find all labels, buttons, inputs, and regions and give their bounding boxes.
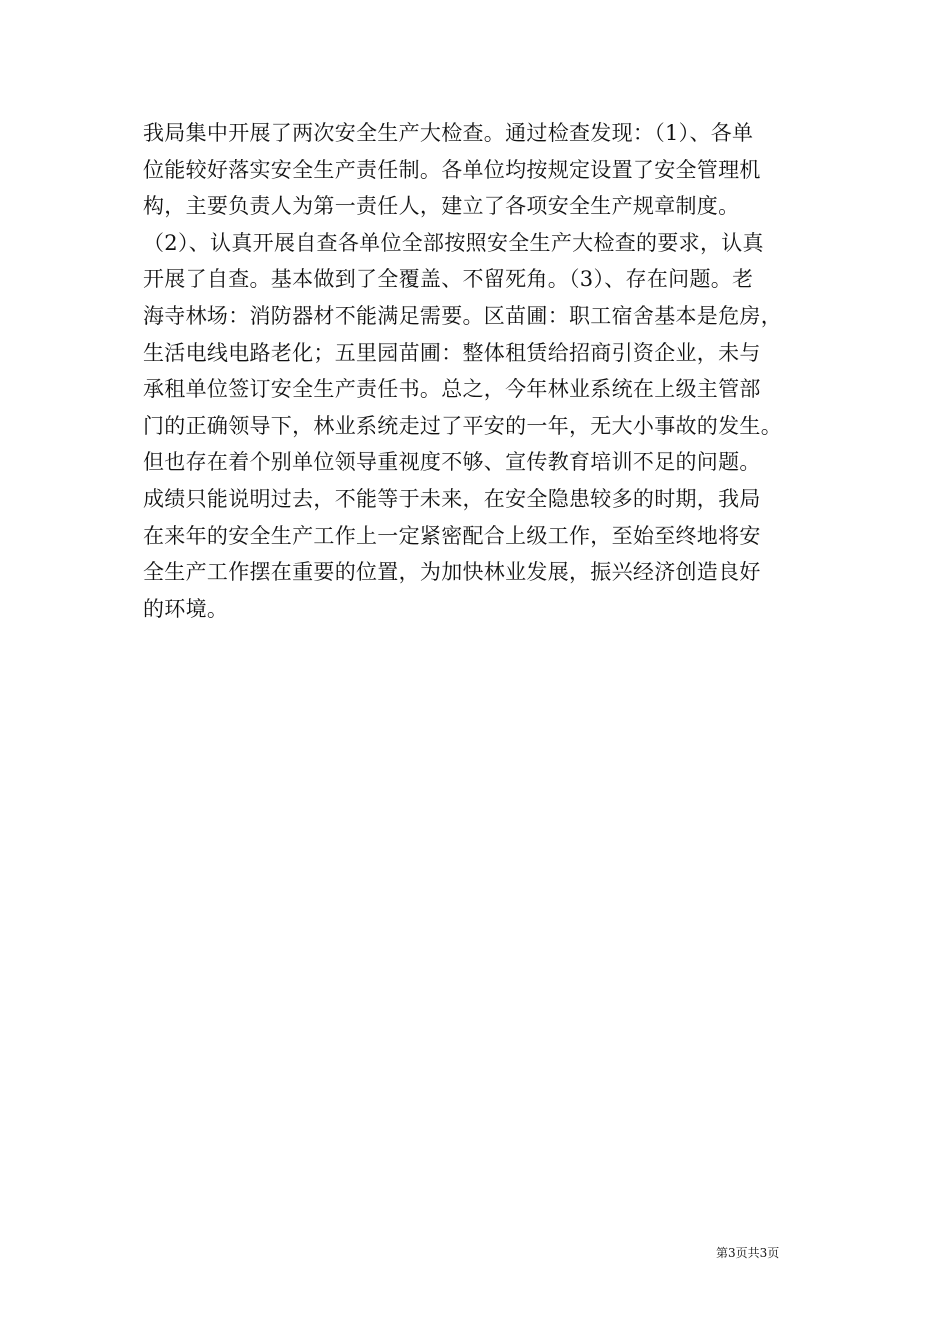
text-line: 全生产工作摆在重要的位置，为加快林业发展，振兴经济创造良好 [143,560,761,585]
page-number-footer: 第3页共3页 [716,1246,780,1260]
text-line: 我局集中开展了两次安全生产大检查。通过检查发现：（1）、各单 [143,121,754,145]
text-line: 但也存在着个别单位领导重视度不够、宣传教育培训不足的问题。 [143,450,761,475]
text-line: 构，主要负责人为第一责任人，建立了各项安全生产规章制度。 [143,194,740,219]
text-line: 海寺林场：消防器材不能满足需要。区苗圃：职工宿舍基本是危房， [143,303,782,328]
body-paragraph [143,115,813,627]
text-line: 承租单位签订安全生产责任书。总之，今年林业系统在上级主管部 [143,377,761,402]
text-line: （2）、认真开展自查各单位全部按照安全生产大检查的要求，认真 [143,230,764,255]
text-line: 在来年的安全生产工作上一定紧密配合上级工作，至始至终地将安 [143,523,761,548]
text-line: 门的正确领导下，林业系统走过了平安的一年，无大小事故的发生。 [143,413,782,438]
text-line: 位能较好落实安全生产责任制。各单位均按规定设置了安全管理机 [143,157,761,182]
text-line: 的环境。 [143,596,229,621]
text-line: 开展了自查。基本做到了全覆盖、不留死角。（3）、存在问题。老 [143,267,754,292]
text-line: 生活电线电路老化；五里园苗圃：整体租赁给招商引资企业，未与 [143,340,761,365]
text-line: 成绩只能说明过去，不能等于未来，在安全隐患较多的时期，我局 [143,486,761,511]
